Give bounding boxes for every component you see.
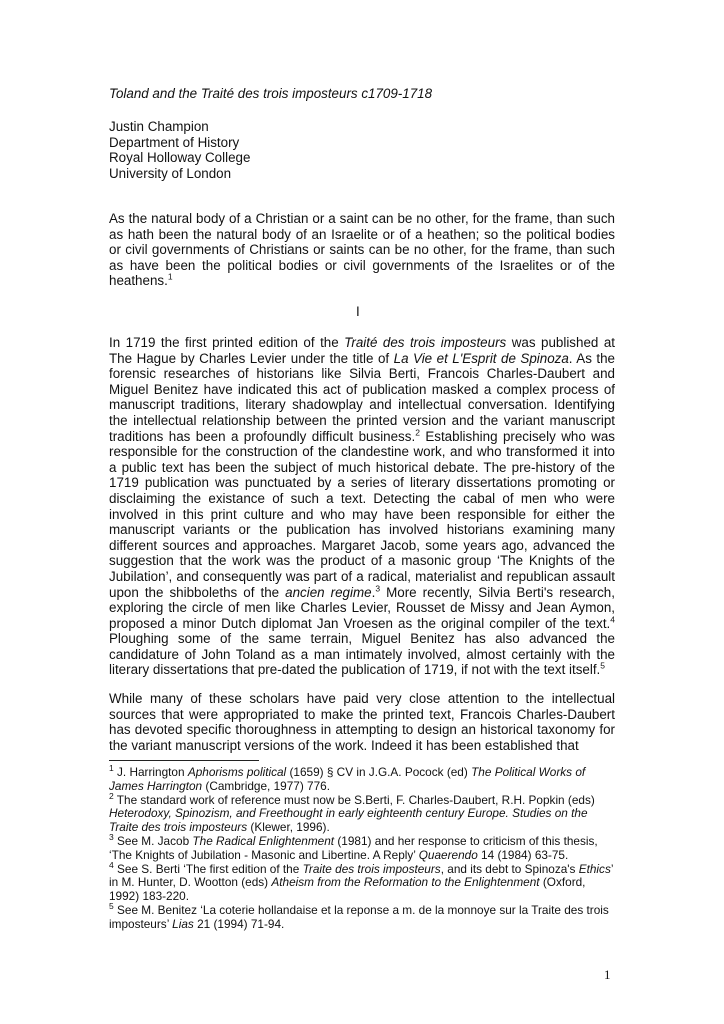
author-department: Department of History (109, 134, 240, 150)
italic-title: Traite des trois imposteurs (302, 861, 441, 876)
italic-title: Atheism from the Reformation to the Enlightenment (271, 875, 540, 890)
body-paragraph (109, 335, 615, 678)
author-college: Royal Holloway College (109, 150, 251, 165)
footnote-ref: 4 (610, 614, 615, 625)
text-run: was published at The Hague by Charles Levier under the title of (109, 335, 615, 366)
footnote-number: 2 (109, 790, 114, 801)
text-run: (1659) § CV in J.G.A. Pocock (ed) (286, 765, 472, 779)
text-run: , and its debt to Spinoza's (440, 861, 579, 876)
footnote-2 (109, 790, 615, 835)
epigraph-text: As the natural body of a Christian or a saint can be no other, for the frame, than such as hath been the natural body of an Israelite or of a heathen; so the political bodies or civil governments of Christians or saints can be no other, for the frame, than such as have been the political bodies or civil governments of the Israelites or of the heathens. (109, 211, 615, 289)
text-run: . (371, 584, 376, 600)
page-number: 1 (604, 967, 611, 982)
text-run: Ploughing some of the same terrain, Miguel Benitez has also advanced the candidature of John Toland as a man intimately involved, almost certainly with the literary dissertations that pre-dated the publication of 1719, if not with the text itself. (109, 631, 615, 678)
italic-title: The Radical Enlightenment (192, 833, 335, 848)
footnotes (109, 763, 615, 932)
footnote-ref: 2 (415, 427, 420, 438)
text-run: In 1719 the first printed edition of the (109, 335, 345, 350)
footnote-5 (109, 901, 615, 932)
italic-term: ancien regime (285, 584, 372, 600)
footnote-3 (109, 832, 615, 863)
text-run: (Klewer, 1996). (247, 820, 330, 835)
italic-title: The Political Works of James Harrington (109, 765, 586, 793)
italic-title: Lias (172, 916, 194, 931)
italic-title: Ethics (578, 861, 611, 876)
text-run: See S. Berti ‘The first edition of the (113, 861, 303, 876)
epigraph (109, 211, 615, 289)
author-name: Justin Champion (109, 119, 209, 134)
text-run: More recently, Silvia Berti's research, exploring the circle of men like Charles Levier, Rousset de Missy and Jean Aymon, proposed a minor Dutch diplomat Jan Vroesen as the original compiler of the text. (109, 584, 615, 631)
footnote-ref: 3 (375, 583, 381, 594)
author-university: University of London (109, 165, 232, 181)
footnote-ref: 1 (167, 271, 173, 282)
paper-title: Toland and the Traité des trois imposteurs c1709-1718 (109, 86, 433, 101)
text-run: (Oxford, 1992) 183-220. (109, 875, 586, 904)
italic-title: Heterodoxy, Spinozism, and Freethought in early eighteenth century Europe. Studies on the Traite des trois imposteurs (109, 806, 588, 835)
footnote-1 (109, 763, 615, 794)
footnote-4 (109, 859, 615, 904)
text-run: See M. Benitez ‘La coterie hollandaise et la reponse a m. de la monnoye sur la Traite des trois imposteurs’ (109, 902, 609, 931)
text-run: The standard work of reference must now be S.Berti, F. Charles-Daubert, R.H. Popkin (eds) (113, 792, 595, 807)
footnote-separator (109, 760, 259, 761)
text-run: 14 (1984) 63-75. (477, 847, 569, 862)
footnote-number: 3 (109, 832, 114, 843)
footnote-number: 1 (109, 763, 114, 774)
text-run: Establishing precisely who was responsible for the construction of the clandestine work, and who transformed it into a public text has been the subject of much historical debate. The pre-history of the 1719 publication was punctuated by a series of literary dissertations promoting or disclaiming the existance of such a text. Detecting the cabal of men who were involved in this print culture and who may have been responsible for either the manuscript variants or the publication has involved historians examining many different sources and approaches. Margaret Jacob, some years ago, advanced the suggestion that the work was the product of a masonic group ‘The Knights of the Jubilation’, and consequently was part of a radical, materialist and republican assault upon the shibboleths of the (109, 428, 615, 600)
italic-title: Traité des trois imposteurs (344, 335, 507, 350)
text-run: While many of these scholars have paid very close attention to the intellectual sources that were appropriated to make the printed text, Francois Charles-Daubert has devoted specific thoroughness in attempting to design an historical taxonomy for the variant manuscript versions of the work. Indeed it has been established that (109, 691, 615, 753)
footnote-number: 4 (109, 859, 114, 870)
author-block (109, 119, 250, 181)
text-run: J. Harrington (113, 765, 188, 779)
text-run: . As the forensic researches of historians like Silvia Berti, Francois Charles-Daubert and Miguel Benitez have indicated this act of publication masked a complex process of manuscript traditions, literary shadowplay and intellectual conversation. Identifying the intellectual relationship between the printed version and the variant manuscript traditions has been a profoundly difficult business. (109, 350, 616, 444)
italic-title: La Vie et L'Esprit de Spinoza (393, 350, 569, 366)
footnote-number: 5 (109, 901, 114, 912)
italic-title: Aphorisms political (187, 765, 287, 779)
body-paragraph (109, 691, 615, 753)
section-number: I (356, 304, 360, 319)
footnote-ref: 5 (600, 661, 605, 671)
text-run: ’ in M. Hunter, D. Wootton (eds) (109, 861, 614, 890)
text-run: See M. Jacob (113, 833, 193, 848)
text-run: (Cambridge, 1977) 776. (202, 778, 330, 793)
text-run: 21 (1994) 71-94. (193, 916, 285, 931)
italic-title: Quaerendo (418, 847, 478, 862)
text-run: (1981) and her response to criticism of this thesis, ‘The Knights of Jubilation - Masonic and Libertine. A Reply’ (109, 833, 598, 862)
